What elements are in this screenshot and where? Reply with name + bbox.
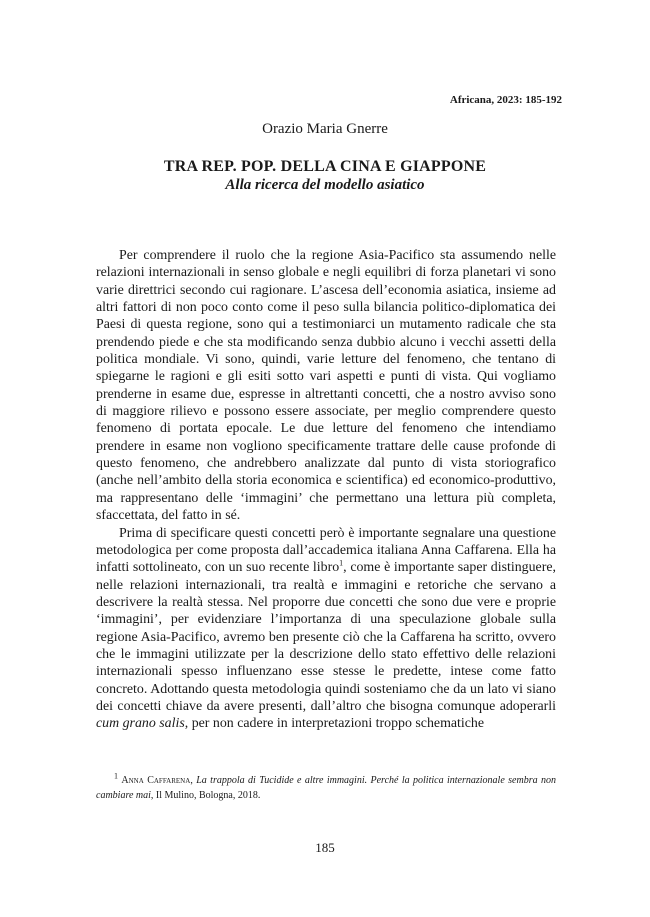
paragraph-2-text-a: Prima di specificare questi concetti però è importante segnalare una questione metodologica per come proposta dall’accademica italiana Anna Caffarena. Ella ha infatti sottolineato, con un suo recente libro bbox=[96, 525, 556, 576]
article-author: Orazio Maria Gnerre bbox=[262, 121, 388, 137]
footnote-1 bbox=[96, 773, 556, 803]
latin-phrase: cum grano salis bbox=[96, 716, 185, 732]
journal-reference: Africana, 2023: 185-192 bbox=[449, 94, 562, 106]
page-number: 185 bbox=[315, 840, 335, 855]
article-subtitle: Alla ricerca del modello asiatico bbox=[225, 177, 425, 193]
footnote-separator: , bbox=[190, 775, 197, 786]
article-title: TRA REP. POP. DELLA CINA E GIAPPONE bbox=[163, 158, 487, 175]
paragraph-1: Per comprendere il ruolo che la regione Asia-Pacifico sta assumendo nelle relazioni internazionali in senso globale e negli equilibri di forza planetari vi sono varie direttrici secondo cui ragionare. L’ascesa dell’economia asiatica, insieme ad altri fattori di non poco conto come il peso sulla bilancia politico-diplomatica dei Paesi di questa regione, sono qui a testimoniarci un mutamento radicale che sta prendendo piede e che sta modificando senza dubbio alcuno i vecchi assetti della politica mondiale. Vi sono, quindi, varie letture del fenomeno, che tentano di spiegarne le ragioni e gli esiti sotto vari aspetti e punti di vista. Qui vogliamo prenderne in esame due, espresse in altrettanti concetti, che a nostro avviso sono di maggiore rilievo e possono essere associate, per meglio comprendere questo fenomeno di portata epocale. Le due letture del fenomeno che intendiamo prendere in esame non vogliono specificamente trattare delle cause profonde di questo fenomeno, che andrebbero analizzate dal punto di vista storiografico (anche nell’ambito della storia economica e scientifica) ed economico-produttivo, ma rappresentano delle ‘immagini’ che permettano una lettura più completa, sfaccettata, del fatto in sé. bbox=[96, 248, 556, 524]
footnote-number: 1 bbox=[114, 771, 118, 781]
footnote-author: Anna Caffarena bbox=[121, 775, 191, 786]
paragraph-2 bbox=[96, 525, 556, 733]
article-body bbox=[96, 247, 556, 733]
paragraph-2-text-b: , come è importante saper distinguere, nelle relazioni internazionali, tra realtà e immagini e retoriche che servano a descrivere la realtà stessa. Nel proporre due concetti che sono due vere e proprie ‘immagini’, per evidenziare l’importanza di una speculazione globale sulla regione Asia-Pacifico, avremo ben presente ciò che la Caffarena ha scritto, ovvero che le immagini utilizzate per la descrizione dello stato effettivo delle relazioni internazionali spesso influenzano esse stesse le predette, intese come fatto concreto. Adottando questa metodologia quindi sosteniamo che da un lato vi siano dei concetti chiave da avere presenti, dall’altro che bisogna comunque adoperarli bbox=[96, 560, 556, 714]
footnote-book-title: La trappola di Tucidide e altre immagini. Perché la politica internazionale sembra non cambiare mai bbox=[96, 775, 556, 801]
footnote-reference[interactable]: 1 bbox=[339, 558, 344, 568]
footnote-publisher: , Il Mulino, Bologna, 2018. bbox=[150, 790, 261, 801]
paragraph-2-text-c: , per non cadere in interpretazioni troppo schematiche bbox=[184, 716, 485, 732]
